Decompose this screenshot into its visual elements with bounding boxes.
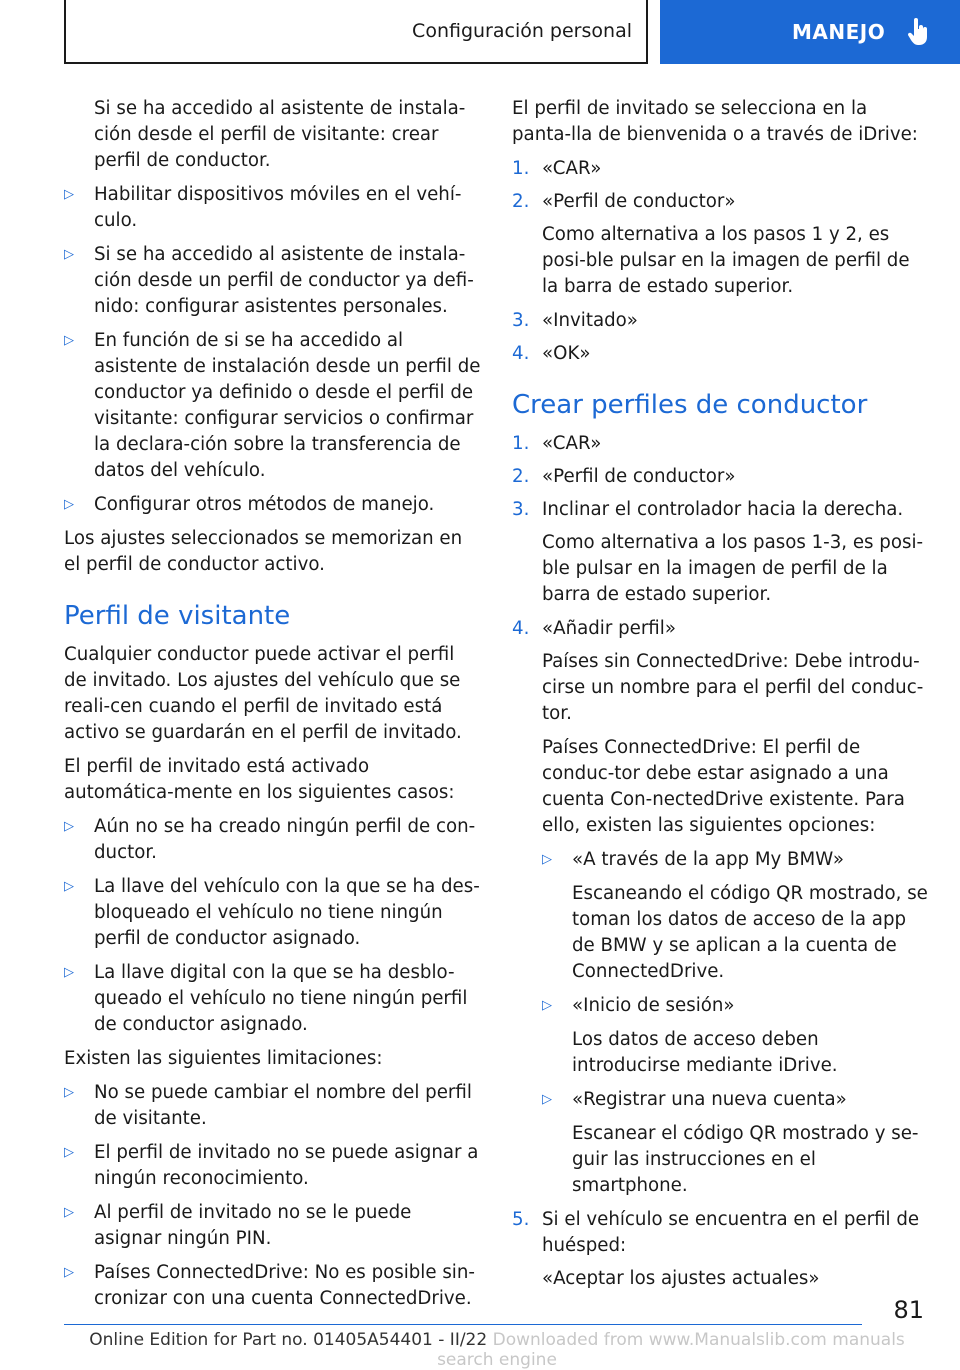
list-item: ▷ Países ConnectedDrive: No es posible sin-cronizar con una cuenta ConnectedDrive.: [64, 1260, 482, 1312]
triangle-bullet-icon: ▷: [64, 187, 74, 202]
step-item: 2. «Perfil de conductor»: [512, 191, 736, 212]
list-item: ▷ Si se ha accedido al asistente de instala-ción desde un perfil de conductor ya defi-nido: configurar asistentes personales.: [64, 242, 482, 320]
option-description: Los datos de acceso deben introducirse mediante iDrive.: [572, 1029, 838, 1076]
create-profile-steps: [512, 431, 930, 1292]
list-item: ▷ Configurar otros métodos de manejo.: [64, 492, 482, 518]
step-item: 5. Si el vehículo se encuentra en el perfil de huésped:: [512, 1209, 920, 1256]
triangle-bullet-icon: ▷: [64, 497, 74, 512]
list-item: ▷ «Registrar una nueva cuenta»: [542, 1087, 930, 1113]
list-item: ▷ «Inicio de sesión»: [542, 993, 930, 1019]
chapter-title: MANEJO: [792, 20, 886, 44]
page-number: 81: [893, 1296, 924, 1324]
step-note: Como alternativa a los pasos 1-3, es posi-ble pulsar en la imagen de perfil de la barra de estado superior.: [542, 532, 924, 605]
triangle-bullet-icon: ▷: [64, 1145, 74, 1160]
list-item: ▷ Al perfil de invitado no se le puede asignar ningún PIN.: [64, 1200, 482, 1252]
triangle-bullet-icon: ▷: [64, 1265, 74, 1280]
list-item: ▷ No se puede cambiar el nombre del perfil de visitante.: [64, 1080, 482, 1132]
chapter-tab: [660, 0, 960, 64]
step-item: 3. «Invitado»: [512, 310, 638, 331]
list-item: ▷ El perfil de invitado no se puede asignar a ningún reconocimiento.: [64, 1140, 482, 1192]
list-item: ▷ La llave del vehículo con la que se ha des-bloqueado el vehículo no tiene ningún perfil de conductor asignado.: [64, 874, 482, 952]
triangle-bullet-icon: ▷: [64, 1085, 74, 1100]
step-item: 1. «CAR»: [512, 158, 602, 179]
list-item: ▷ Habilitar dispositivos móviles en el vehí-culo.: [64, 182, 482, 234]
option-description: Escanear el código QR mostrado y se-guir las instrucciones en el smartphone.: [572, 1123, 919, 1196]
list-item: ▷ «A través de la app My BMW»: [542, 847, 930, 873]
auto-activation-list: [64, 814, 482, 1038]
footer-divider: [64, 1324, 862, 1325]
pointing-hand-icon: [907, 18, 931, 46]
step-note: Países ConnectedDrive: El perfil de conduc-tor debe estar asignado a una cuenta Con-nectedDrive existente. Para ello, existen las siguientes opciones:: [542, 737, 905, 836]
step-note: Como alternativa a los pasos 1 y 2, es posi-ble pulsar en la imagen de perfil de la barra de estado superior.: [542, 224, 910, 297]
footer-edition: [64, 1330, 930, 1370]
connecteddrive-options: [512, 847, 930, 1199]
step-item: 4. «OK»: [512, 343, 591, 364]
section-heading-create-profiles: Crear perfiles de conductor: [512, 390, 868, 420]
triangle-bullet-icon: ▷: [64, 247, 74, 262]
step-note: «Aceptar los ajustes actuales»: [542, 1268, 820, 1289]
limitations-list: [64, 1080, 482, 1312]
step-item: 3. Inclinar el controlador hacia la derecha.: [512, 499, 904, 520]
left-column: [64, 96, 482, 1320]
triangle-bullet-icon: ▷: [64, 1205, 74, 1220]
guest-select-steps: [512, 156, 930, 367]
setup-bullet-list: [64, 182, 482, 518]
step-item: 2. «Perfil de conductor»: [512, 466, 736, 487]
triangle-bullet-icon: ▷: [542, 998, 552, 1013]
list-item: ▷ Aún no se ha creado ningún perfil de con-ductor.: [64, 814, 482, 866]
intro-continuation: Si se ha accedido al asistente de instala-ción desde el perfil de visitante: crear perfil de conductor.: [94, 98, 466, 171]
step-item: 1. «CAR»: [512, 433, 602, 454]
option-description: Escaneando el código QR mostrado, se toman los datos de acceso de la app de BMW y se aplican a la cuenta de ConnectedDrive.: [572, 883, 928, 982]
triangle-bullet-icon: ▷: [542, 852, 552, 867]
paragraph: Los ajustes seleccionados se memorizan en el perfil de conductor activo.: [64, 528, 463, 575]
triangle-bullet-icon: ▷: [64, 965, 74, 980]
section-heading-guest-profile: Perfil de visitante: [64, 601, 291, 631]
step-note: Países sin ConnectedDrive: Debe introdu-cirse un nombre para el perfil del conduc-tor.: [542, 651, 924, 724]
paragraph: El perfil de invitado se selecciona en la panta-lla de bienvenida o a través de iDrive:: [512, 98, 918, 145]
list-item: ▷ En función de si se ha accedido al asistente de instalación desde un perfil de conductor ya definido o desde el perfil de visitante: configurar servicios o confirmar la declara-ción sobre la transferencia de datos del vehículo.: [64, 328, 482, 484]
triangle-bullet-icon: ▷: [64, 879, 74, 894]
triangle-bullet-icon: ▷: [64, 333, 74, 348]
section-title: Configuración personal: [412, 20, 632, 42]
paragraph: Existen las siguientes limitaciones:: [64, 1048, 383, 1069]
watermark: Downloaded from www.Manualslib.com manuals search engine: [437, 1330, 905, 1370]
triangle-bullet-icon: ▷: [64, 819, 74, 834]
list-item: ▷ La llave digital con la que se ha desblo-queado el vehículo no tiene ningún perfil de conductor asignado.: [64, 960, 482, 1038]
paragraph: El perfil de invitado está activado automática-mente en los siguientes casos:: [64, 756, 455, 803]
step-item: 4. «Añadir perfil»: [512, 618, 676, 639]
edition-text: Online Edition for Part no. 01405A54401 - II/22: [89, 1330, 488, 1350]
section-header: [64, 0, 648, 64]
right-column: [512, 96, 930, 1300]
paragraph: Cualquier conductor puede activar el perfil de invitado. Los ajustes del vehículo que se reali-cen cuando el perfil de invitado está activo se guardarán en el perfil de invitado.: [64, 644, 462, 743]
triangle-bullet-icon: ▷: [542, 1092, 552, 1107]
